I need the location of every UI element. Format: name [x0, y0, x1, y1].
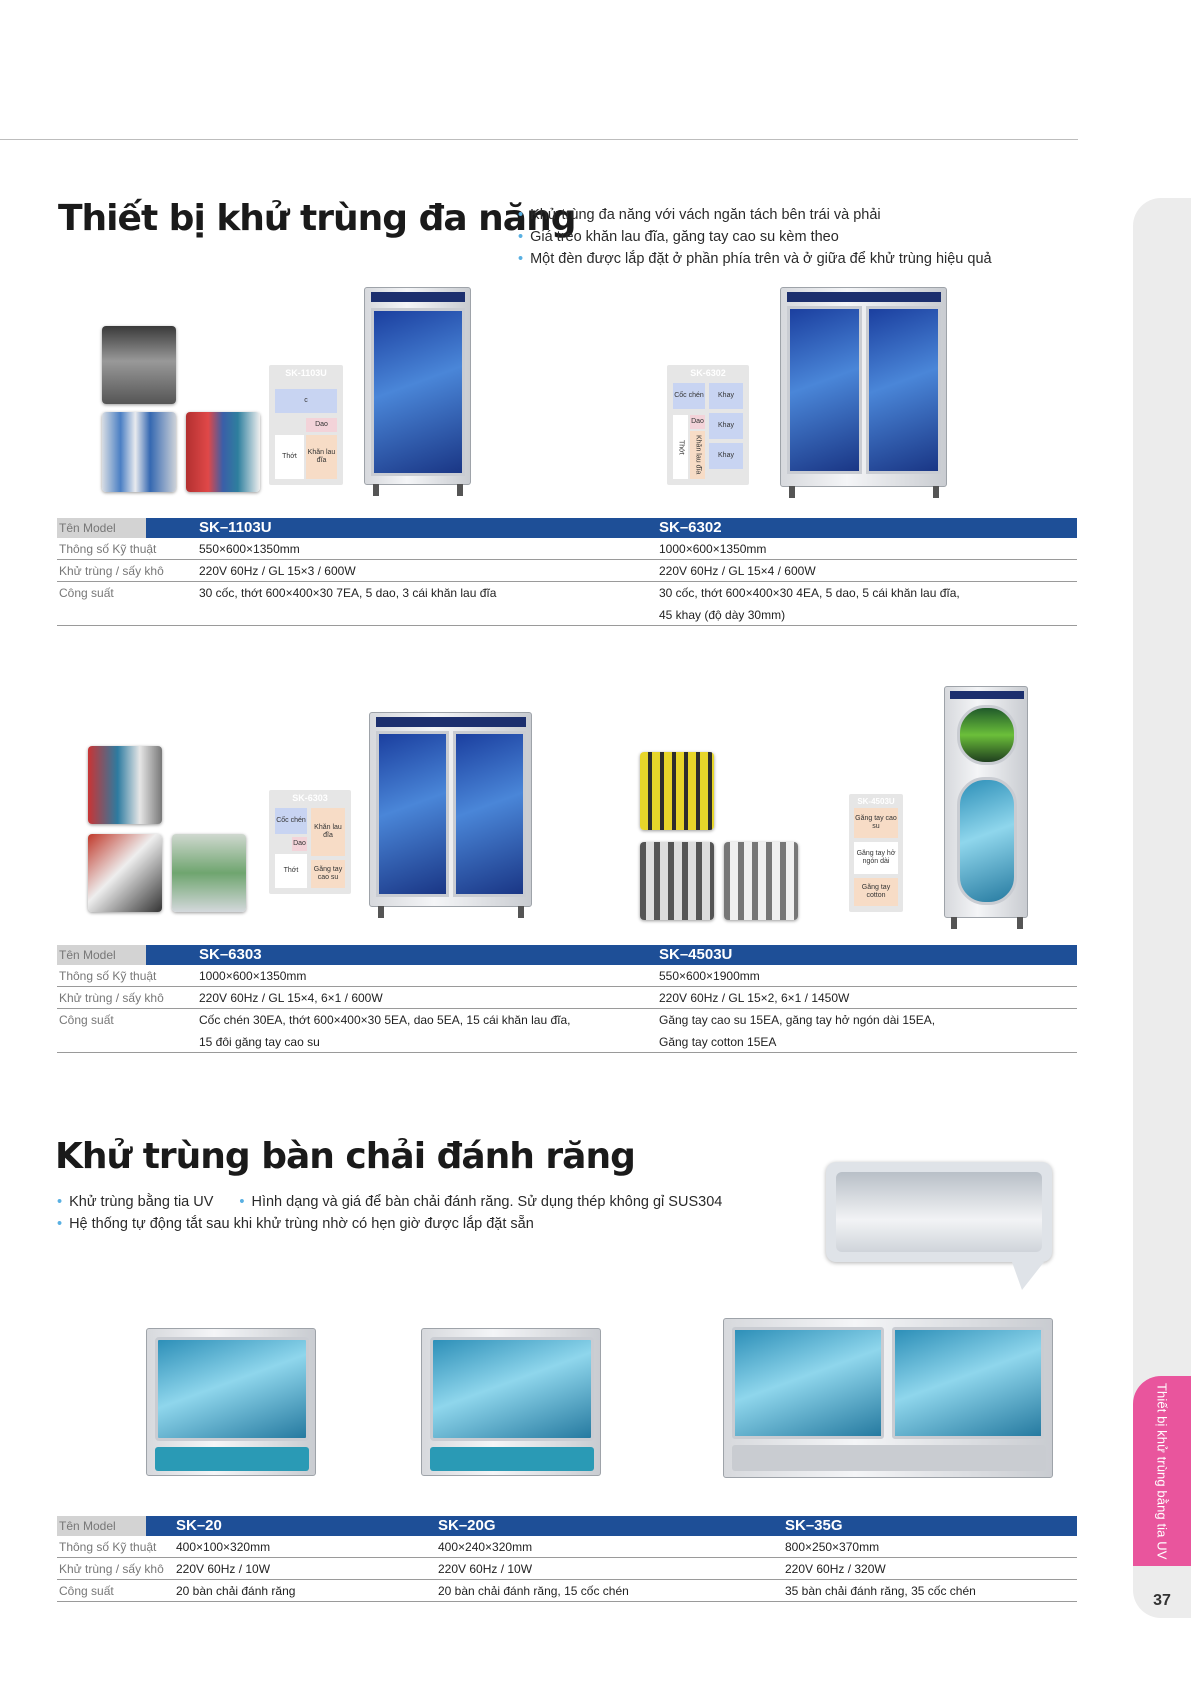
section-title-toothbrush-sterilizer: Khử trùng bàn chải đánh răng [55, 1136, 635, 1177]
model-name: SK–6303 [199, 946, 262, 963]
bullet-item: • Hình dạng và giá để bàn chải đánh răng. Sử dụng thép không gỉ SUS304 [239, 1194, 722, 1210]
spec-table-2 [57, 945, 1077, 1053]
layout-cell: Thớt [275, 854, 307, 888]
bullet-item: • Giá treo khăn lau đĩa, găng tay cao su kèm theo [518, 226, 992, 248]
boards-rack-photo [88, 746, 162, 824]
layout-diagram-sk6303 [269, 790, 351, 894]
spec-value: 1000×600×1350mm [659, 542, 767, 556]
layout-cell: Dao [690, 415, 705, 429]
label-model: Tên Model [59, 948, 116, 962]
layout-cell: Khay [709, 443, 743, 469]
layout-cell: Khăn lau đĩa [690, 431, 705, 479]
model-name: SK–4503U [659, 946, 733, 963]
layout-cell: Khăn lau đĩa [306, 435, 337, 479]
cutting-boards-photo [186, 412, 260, 492]
section1-bullets [518, 204, 992, 270]
capacity-value: 20 bàn chải đánh răng, 15 cốc chén [438, 1584, 629, 1598]
long-gloves-photo [724, 842, 798, 920]
sk35g-image [723, 1318, 1053, 1478]
model-name: SK–20 [176, 1517, 222, 1534]
capacity-value: 20 bàn chải đánh răng [176, 1584, 296, 1598]
rubber-gloves-photo [640, 752, 714, 830]
sk6302-cabinet-image [780, 287, 947, 487]
bullet-item: • Khử trùng bằng tia UV [57, 1194, 213, 1210]
capacity-value: Găng tay cao su 15EA, găng tay hở ngón dài 15EA, [659, 1013, 936, 1027]
capacity-value: 30 cốc, thớt 600×400×30 4EA, 5 dao, 5 cái khăn lau đĩa, [659, 586, 960, 600]
sk1103u-cabinet-image [364, 287, 471, 485]
spec-value: 800×250×370mm [785, 1540, 880, 1554]
layout-cell: Thớt [673, 415, 688, 479]
capacity-value: 30 cốc, thớt 600×400×30 7EA, 5 dao, 3 cái khăn lau đĩa [199, 586, 497, 600]
capacity-value: 15 đôi găng tay cao su [199, 1035, 320, 1049]
layout-diagram-sk4503u [849, 794, 903, 912]
sterilize-value: 220V 60Hz / GL 15×2, 6×1 / 1450W [659, 991, 850, 1005]
label-sterilize: Khử trùng / sấy khô [59, 564, 164, 578]
capacity-value: 45 khay (độ dày 30mm) [659, 608, 786, 622]
spec-table-1 [57, 518, 1077, 626]
toothbrush-detail-bubble [826, 1162, 1052, 1262]
label-spec: Thông số Kỹ thuật [59, 969, 157, 983]
label-model: Tên Model [59, 1519, 116, 1533]
model-name: SK–20G [438, 1517, 496, 1534]
capacity-value: 35 bàn chải đánh răng, 35 cốc chén [785, 1584, 976, 1598]
page-number: 37 [1153, 1592, 1171, 1609]
model-name: SK–6302 [659, 519, 722, 536]
label-sterilize: Khử trùng / sấy khô [59, 1562, 164, 1576]
sterilize-value: 220V 60Hz / GL 15×4 / 600W [659, 564, 816, 578]
layout-diagram-sk1103u [269, 365, 343, 485]
layout-cell: Khay [709, 413, 743, 439]
layout-code: SK-6303 [292, 793, 328, 803]
layout-cell: Găng tay cao su [854, 808, 898, 838]
sk20g-image [421, 1328, 601, 1476]
layout-cell: Cốc chén [673, 383, 705, 409]
top-divider [0, 139, 1078, 140]
cabinet-detail-photo [88, 834, 162, 912]
label-spec: Thông số Kỹ thuật [59, 1540, 157, 1554]
label-spec: Thông số Kỹ thuật [59, 542, 157, 556]
sterilize-value: 220V 60Hz / 10W [176, 1562, 271, 1576]
kitchen-photo [172, 834, 246, 912]
cotton-gloves-photo [640, 842, 714, 920]
sterilize-value: 220V 60Hz / GL 15×4, 6×1 / 600W [199, 991, 383, 1005]
layout-cell: Găng tay hở ngón dài [854, 842, 898, 874]
label-capacity: Công suất [59, 1584, 114, 1598]
capacity-value: Găng tay cotton 15EA [659, 1035, 777, 1049]
model-name: SK–1103U [199, 519, 272, 536]
bullet-item: • Khử trùng đa năng với vách ngăn tách bên trái và phải [518, 204, 992, 226]
sterilize-value: 220V 60Hz / 10W [438, 1562, 533, 1576]
spec-value: 550×600×1900mm [659, 969, 760, 983]
label-capacity: Công suất [59, 586, 114, 600]
layout-cell: Khăn lau đĩa [311, 808, 345, 856]
spec-value: 400×100×320mm [176, 1540, 271, 1554]
label-sterilize: Khử trùng / sấy khô [59, 991, 164, 1005]
layout-cell: Khay [709, 383, 743, 409]
bullet-item: • Hệ thống tự động tắt sau khi khử trùng nhờ có hẹn giờ được lắp đặt sẵn [57, 1213, 722, 1235]
layout-cell: Dao [306, 418, 337, 432]
sk6303-cabinet-image [369, 712, 532, 907]
layout-cell: Cốc chén [275, 808, 307, 834]
bubble-pointer [1012, 1262, 1044, 1290]
spec-value: 550×600×1350mm [199, 542, 300, 556]
label-model: Tên Model [59, 521, 116, 535]
spec-table-3 [57, 1516, 1077, 1602]
side-tab-label[interactable]: Thiết bị khử trùng bằng tia UV [1154, 1382, 1170, 1560]
sterilize-value: 220V 60Hz / 320W [785, 1562, 886, 1576]
spec-value: 400×240×320mm [438, 1540, 533, 1554]
section2-bullets [57, 1191, 722, 1235]
bullet-item: • Một đèn được lắp đặt ở phần phía trên và ở giữa để khử trùng hiệu quả [518, 248, 992, 270]
towels-photo [102, 412, 176, 492]
layout-cell: Găng tay cotton [854, 878, 898, 906]
layout-code: SK-6302 [690, 368, 726, 378]
layout-cell: Dao [292, 837, 307, 851]
sterilize-value: 220V 60Hz / GL 15×3 / 600W [199, 564, 356, 578]
label-capacity: Công suất [59, 1013, 114, 1027]
sk4503u-cabinet-image [944, 686, 1028, 918]
layout-cell: c [275, 389, 337, 413]
sk20-image [146, 1328, 316, 1476]
section-title-multi-sterilizer: Thiết bị khử trùng đa năng [58, 198, 576, 239]
layout-code: SK-4503U [857, 797, 895, 806]
layout-code: SK-1103U [285, 368, 327, 378]
layout-cell: Găng tay cao su [311, 860, 345, 888]
layout-cell: Thớt [275, 435, 304, 479]
capacity-value: Cốc chén 30EA, thớt 600×400×30 5EA, dao 5EA, 15 cái khăn lau đĩa, [199, 1013, 571, 1027]
spec-value: 1000×600×1350mm [199, 969, 307, 983]
model-name: SK–35G [785, 1517, 843, 1534]
cups-photo [102, 326, 176, 404]
layout-diagram-sk6302 [667, 365, 749, 485]
